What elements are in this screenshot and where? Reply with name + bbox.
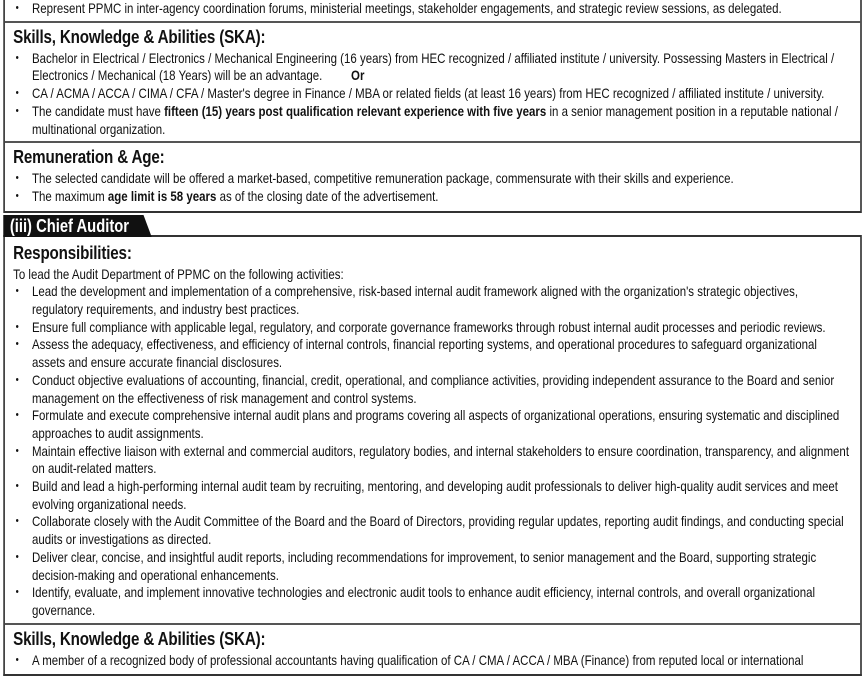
list-item [13,478,852,513]
bold-text: fifteen (15) years post qualification relevant experience with five years [164,102,547,119]
list-item [13,0,852,18]
text: Assess the adequacy, effectiveness, and efficiency of internal controls, financial reporting systems, and operational procedures to safeguard organizational assets and ensure accurate financial disclosures. [31,336,817,371]
list-item [13,50,852,85]
list-item [13,103,852,138]
ska-section [5,623,860,673]
list-item [13,319,852,337]
ska-section [5,21,860,142]
text: Bachelor in Electrical / Electronics / Mechanical Engineering (16 years) from HEC recognized / affiliated institute / university. Possessing Masters in Electrical / Electronics / Mechanical (18 Years) will be an advantage. [31,49,835,84]
bold-text: Or [351,67,365,84]
previous-position-box [3,0,862,213]
text: The selected candidate will be offered a market-based, competitive remuneration package, commensurate with their skills and experience. [31,170,734,187]
list-item [13,584,852,619]
list-item [13,407,852,442]
text: Identify, evaluate, and implement innovative technologies and electronic audit tools to enhance audit efficiency, internal controls, and overall organizational governance. [31,584,816,618]
list-item [13,188,852,206]
list-item [13,85,852,103]
ska-list [13,50,852,139]
section-heading: Skills, Knowledge & Abilities (SKA): [13,25,266,47]
text: as of the closing date of the advertisement. [216,187,439,204]
position-title: (iii) Chief Auditor [3,215,143,237]
text: Lead the development and implementation of a comprehensive, risk-based internal audit framework aligned with the organization's strategic objectives, regulatory requirements, and industry best practices. [31,283,799,318]
text: Maintain effective liaison with external and commercial auditors, regulatory bodies, and internal stakeholders to ensure coordination, transparency, and alignment on audit-related matters. [31,442,850,477]
text: A member of a recognized body of professional accountants having qualification of CA / CMA / ACCA / MBA (Finance) from reputed local or international [31,651,804,668]
list-item [13,170,852,188]
section-heading: Responsibilities: [13,241,132,263]
text: Build and lead a high-performing internal audit team by recruiting, mentoring, and developing audit professionals to deliver high-quality audit services and meet evolving organizational needs. [31,478,838,512]
list-item [13,513,852,548]
text: CA / ACMA / ACCA / CIMA / CFA / Master's degree in Finance / MBA or related fields (at least 16 years) from HEC recognized / affiliated institute / university. [31,85,825,102]
section-heading: Remuneration & Age: [13,146,165,168]
text: The maximum [31,187,108,204]
remuneration-section [5,141,860,208]
list-item [13,549,852,584]
section-heading: Skills, Knowledge & Abilities (SKA): [13,627,266,649]
list-item [13,283,852,318]
list-item [13,652,852,670]
text: Represent PPMC in inter-agency coordination forums, ministerial meetings, stakeholder engagements, and strategic review sessions, as delegated. [31,0,782,16]
responsibilities-list [13,0,852,18]
chief-auditor-box [3,237,862,676]
remuneration-list [13,170,852,205]
position-title-tab [0,215,865,237]
responsibilities-section [5,239,860,623]
text: in a senior management position in a reputable national / multinational organization. [31,102,838,137]
text: Collaborate closely with the Audit Committee of the Board and the Board of Directors, providing regular updates, reporting audit findings, and conducting special audits or investigations as directed. [31,513,844,548]
text: Deliver clear, concise, and insightful audit reports, including recommendations for improvement, to senior management and the Board, supporting strategic decision-making and operational enhancements. [31,548,817,583]
list-item [13,443,852,478]
text: Formulate and execute comprehensive internal audit plans and programs covering all aspects of organizational operations, ensuring systematic and disciplined approaches to audit assignments. [31,407,840,441]
text: Ensure full compliance with applicable legal, regulatory, and corporate governance frameworks through robust internal audit processes and periodic reviews. [31,318,826,335]
responsibilities-list [13,283,852,619]
bold-text: age limit is 58 years [107,187,217,204]
ska-list [13,652,852,670]
responsibilities-tail-section [5,0,860,21]
intro-text: To lead the Audit Department of PPMC on the following activities: [13,265,344,282]
list-item [13,372,852,407]
list-item [13,336,852,371]
text: The candidate must have [31,102,165,119]
text: Conduct objective evaluations of accounting, financial, credit, operational, and compliance activities, providing independent assurance to the Board and senior management on the effectiveness of risk management and control systems. [31,371,835,406]
